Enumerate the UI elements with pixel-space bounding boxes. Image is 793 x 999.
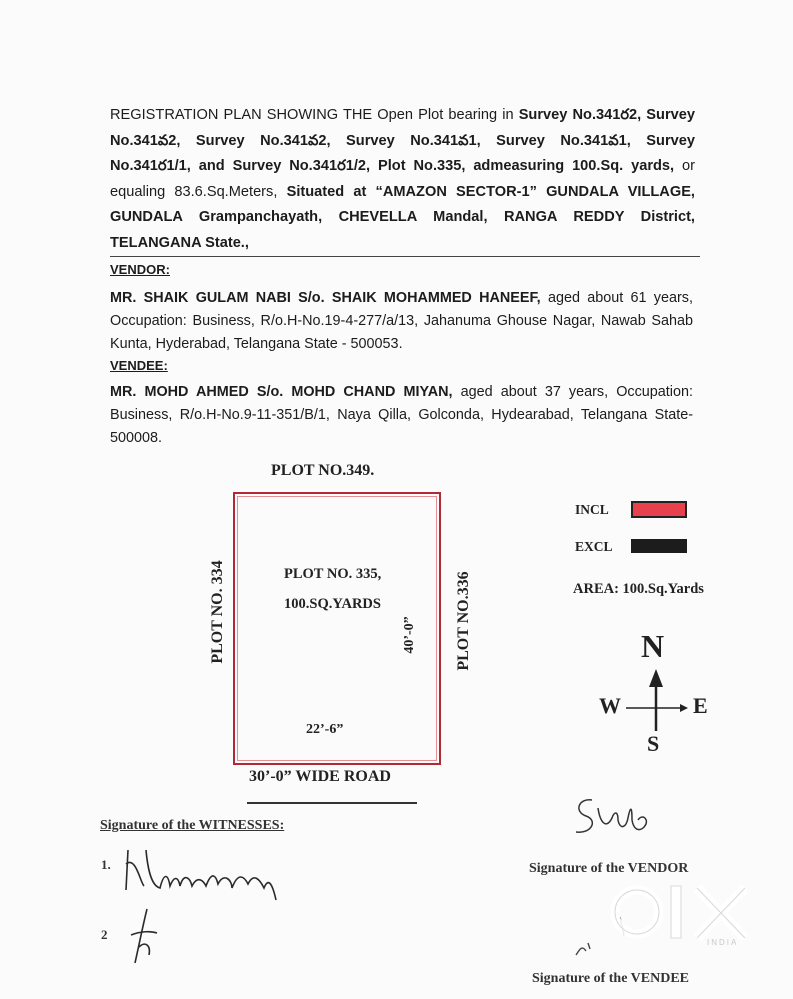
olx-logo-icon (605, 880, 765, 960)
witness-2-signature (125, 905, 165, 967)
witness-2-number: 2 (101, 927, 108, 942)
compass-west: W (599, 693, 621, 718)
location-text: Situated at “AMAZON SECTOR-1” GUNDALA VILLAGE, GUNDALA Grampanchayath, CHEVELLA Mandal, RANGA REDDY District, TELANGANA State., (110, 183, 695, 251)
plot-width: 22’-6” (306, 722, 344, 737)
compass-arrow-icon (620, 665, 692, 735)
vendor-details (110, 287, 693, 356)
section-divider (110, 256, 700, 257)
legend-area: AREA: 100.Sq.Yards (573, 581, 704, 597)
legend-incl-label: INCL (575, 502, 609, 517)
west-plot-label: PLOT NO. 334 (209, 560, 226, 664)
vendor-heading: VENDOR: (110, 262, 170, 277)
north-plot-label: PLOT NO.349. (271, 462, 375, 479)
vendor-signature-label: Signature of the VENDOR (529, 861, 689, 876)
compass-south: S (647, 731, 660, 756)
olx-watermark-sub: INDIA (707, 938, 739, 947)
plot-depth: 40’-0” (402, 616, 417, 654)
vendee-info: aged about 37 years, Occupation: Business, R/o.H-No.9-11-351/B/1, Naya Qilla, Golconda, Hydearabad, Telangana State-500008. (110, 384, 694, 446)
witness-1-number: 1. (101, 857, 111, 872)
road-label: 30’-0” WIDE ROAD (249, 768, 391, 785)
plot-title: PLOT NO. 335, (284, 566, 382, 582)
road-line (247, 802, 417, 804)
legend-incl-swatch (631, 501, 687, 518)
survey-numbers: Survey No.341ర2, Survey No.341వ2, Survey No.341వ2, Survey No.341వ1, Survey No.341వ1, Survey No.341ర1/1, and Survey No.341ర1/2, Plot No.335, admeasuring 100.Sq. yards, (110, 107, 695, 174)
plan-description-lead: REGISTRATION PLAN SHOWING THE Open Plot bearing in (110, 107, 519, 123)
plot-area: 100.SQ.YARDS (284, 596, 381, 612)
legend-excl-label: EXCL (575, 539, 613, 554)
area-equivalent: or equaling 83.6.Sq.Meters, (110, 158, 696, 200)
witness-1-signature (120, 842, 290, 904)
vendee-heading: VENDEE: (110, 358, 168, 373)
compass-east: E (693, 693, 708, 718)
vendor-info: aged about 61 years, Occupation: Business, R/o.H-No.19-4-277/a/13, Jahanuma Ghouse Nagar, Nawab Sahab Kunta, Hyderabad, Telangana State - 500053. (110, 290, 693, 352)
olx-watermark (605, 880, 765, 965)
compass-north: N (641, 628, 665, 664)
plan-description (110, 103, 695, 256)
vendor-signature (568, 790, 656, 848)
vendee-name: MR. MOHD AHMED S/o. MOHD CHAND MIYAN, (110, 384, 453, 400)
legend-excl-swatch (631, 539, 687, 553)
vendor-name: MR. SHAIK GULAM NABI S/o. SHAIK MOHAMMED HANEEF, (110, 290, 541, 306)
vendee-signature-label: Signature of the VENDEE (532, 971, 690, 986)
witnesses-heading: Signature of the WITNESSES: (100, 818, 285, 833)
east-plot-label: PLOT NO.336 (455, 571, 472, 671)
vendee-details (110, 381, 693, 450)
